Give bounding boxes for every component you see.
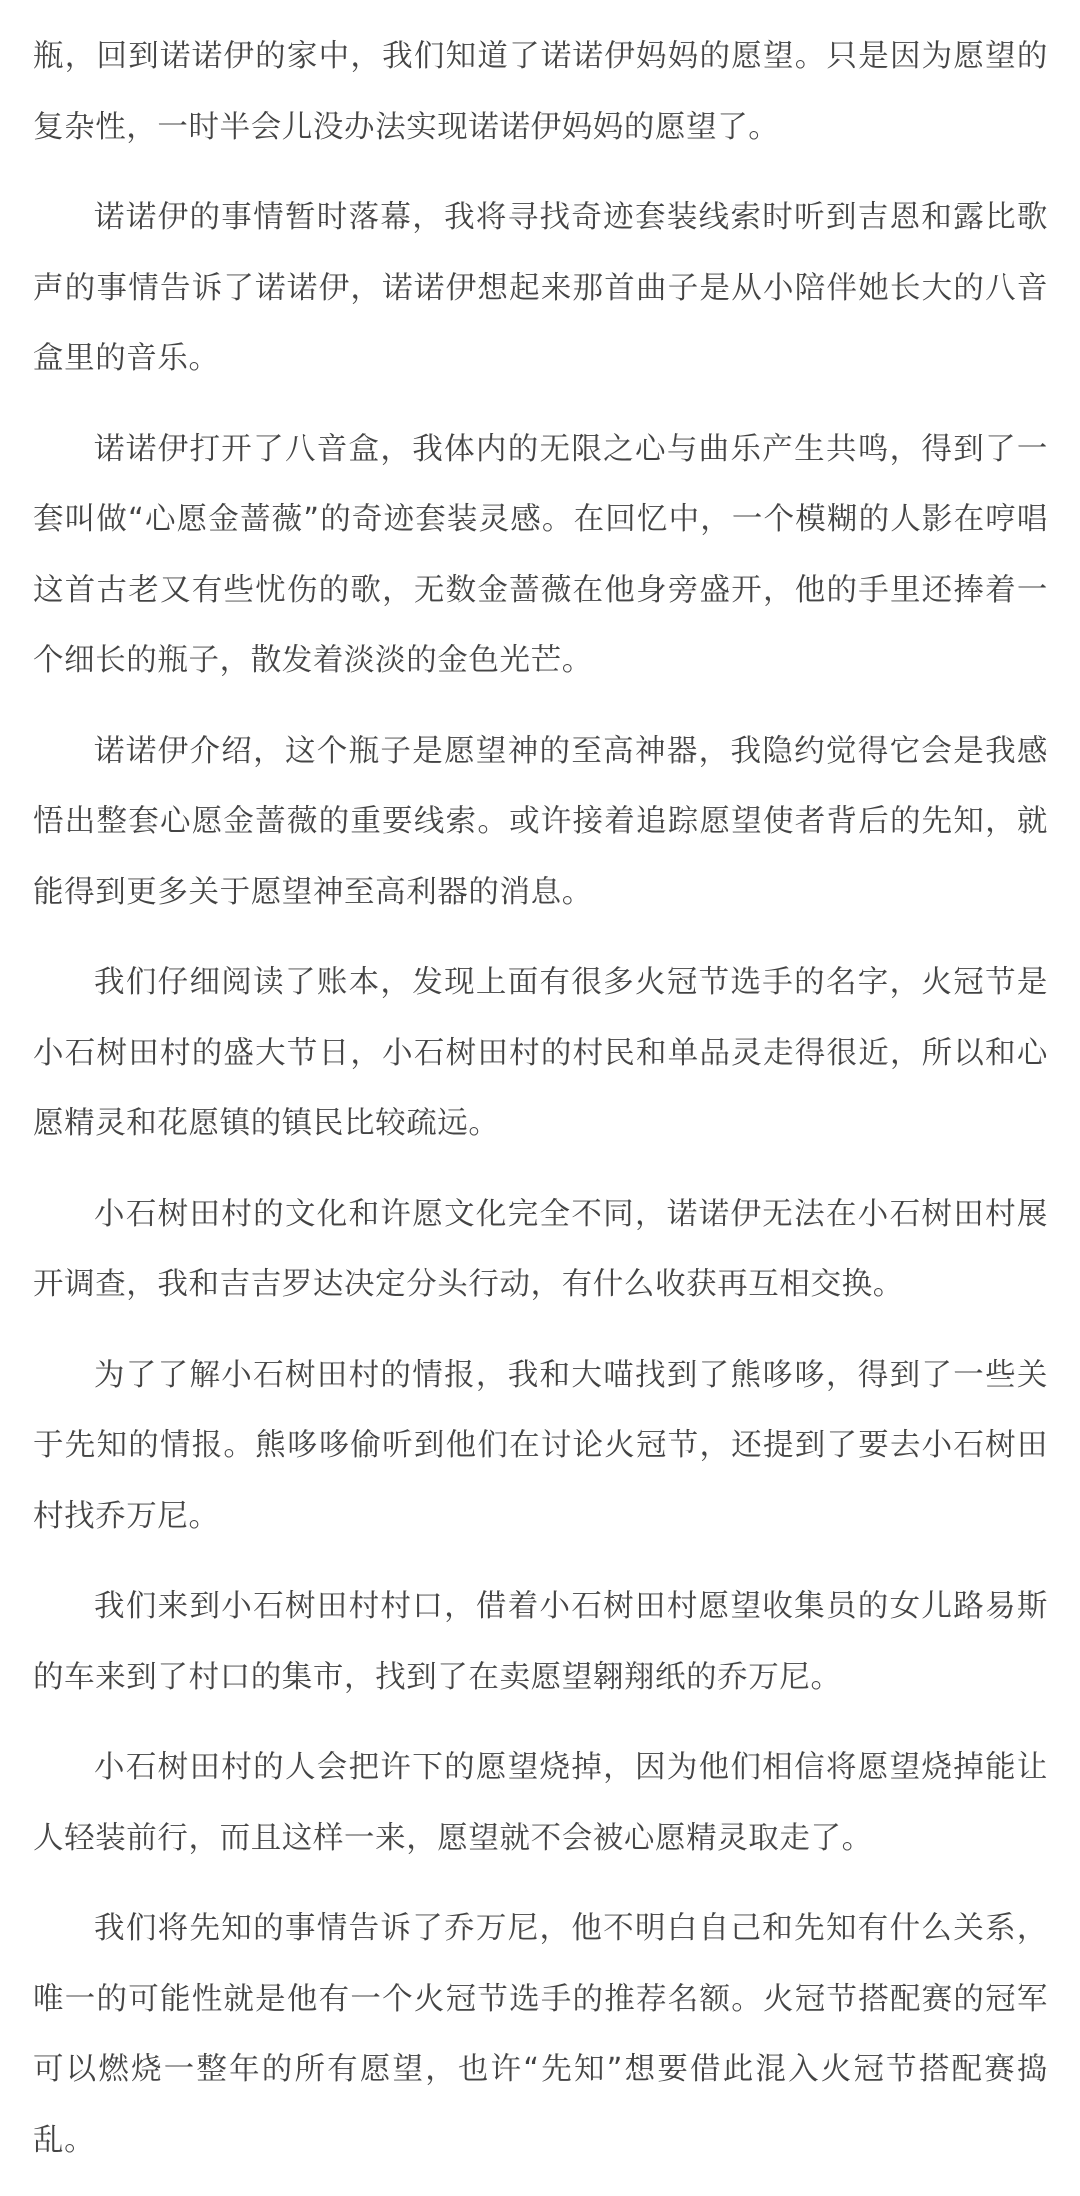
paragraph: 为了了解小石树田村的情报，我和大喵找到了熊哆哆，得到了一些关于先知的情报。熊哆哆偷听到他们在讨论火冠节，还提到了要去小石树田村找乔万尼。	[33, 1357, 1048, 1534]
paragraph: 诺诺伊介绍，这个瓶子是愿望神的至高神器，我隐约觉得它会是我感悟出整套心愿金蔷薇的重要线索。或许接着追踪愿望使者背后的先知，就能得到更多关于愿望神至高利器的消息。	[33, 733, 1048, 910]
paragraph: 瓶，回到诺诺伊的家中，我们知道了诺诺伊妈妈的愿望。只是因为愿望的复杂性，一时半会儿没办法实现诺诺伊妈妈的愿望了。	[33, 39, 1048, 145]
paragraph: 诺诺伊的事情暂时落幕，我将寻找奇迹套装线索时听到吉恩和露比歌声的事情告诉了诺诺伊，诺诺伊想起来那首曲子是从小陪伴她长大的八音盒里的音乐。	[33, 200, 1048, 376]
paragraph: 我们将先知的事情告诉了乔万尼，他不明白自己和先知有什么关系，唯一的可能性就是他有一个火冠节选手的推荐名额。火冠节搭配赛的冠军可以燃烧一整年的所有愿望，也许“先知”想要借此混入火冠节搭配赛捣乱。	[33, 1911, 1048, 2158]
paragraph: 小石树田村的人会把许下的愿望烧掉，因为他们相信将愿望烧掉能让人轻装前行，而且这样一来，愿望就不会被心愿精灵取走了。	[33, 1750, 1048, 1856]
article-body	[33, 22, 1048, 2196]
paragraph: 我们来到小石树田村村口，借着小石树田村愿望收集员的女儿路易斯的车来到了村口的集市，找到了在卖愿望翱翔纸的乔万尼。	[33, 1589, 1048, 1695]
paragraph: 诺诺伊打开了八音盒，我体内的无限之心与曲乐产生共鸣，得到了一套叫做“心愿金蔷薇”的奇迹套装灵感。在回忆中，一个模糊的人影在哼唱这首古老又有些忧伤的歌，无数金蔷薇在他身旁盛开，他的手里还捧着一个细长的瓶子，散发着淡淡的金色光芒。	[33, 431, 1048, 678]
paragraph: 小石树田村的文化和许愿文化完全不同，诺诺伊无法在小石树田村展开调查，我和吉吉罗达决定分头行动，有什么收获再互相交换。	[33, 1196, 1048, 1302]
paragraph: 我们仔细阅读了账本，发现上面有很多火冠节选手的名字，火冠节是小石树田村的盛大节日，小石树田村的村民和单品灵走得很近，所以和心愿精灵和花愿镇的镇民比较疏远。	[33, 965, 1048, 1141]
